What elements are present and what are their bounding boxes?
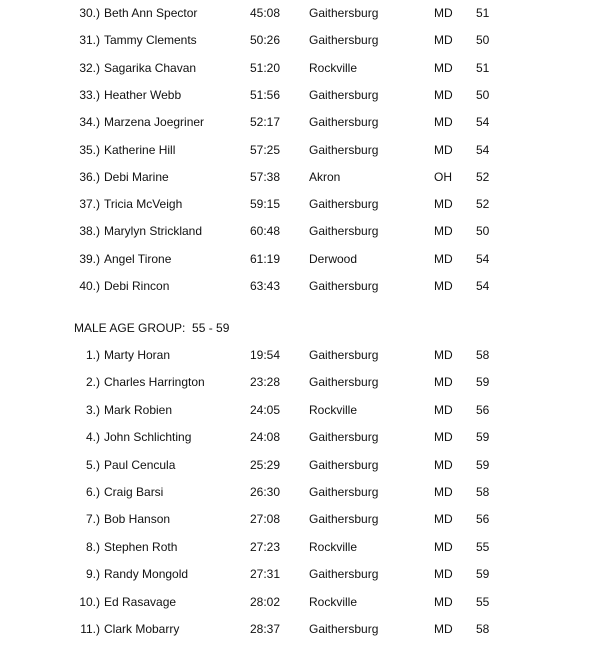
age-cell: 59	[476, 430, 490, 445]
city-cell: Gaithersburg	[309, 485, 379, 499]
place-cell: 37.)	[79, 197, 100, 212]
finish-time-cell: 50:26	[250, 33, 281, 48]
runner-name-cell: Marty Horan	[104, 348, 171, 362]
state-cell: MD	[434, 279, 453, 293]
result-row	[0, 539, 609, 555]
result-row	[0, 457, 609, 473]
runner-name-cell: Ed Rasavage	[104, 594, 177, 609]
finish-time-cell: 60:48	[250, 224, 281, 239]
state-cell: MD	[434, 375, 453, 390]
place-cell: 3.)	[85, 402, 100, 417]
place-cell: 6.)	[85, 485, 100, 499]
age-cell: 54	[476, 142, 490, 157]
runner-name-cell: Stephen Roth	[104, 539, 178, 554]
city-cell: Gaithersburg	[309, 567, 379, 582]
place-cell: 38.)	[79, 224, 100, 239]
state-cell: MD	[434, 33, 453, 48]
result-row	[0, 196, 609, 212]
result-row	[0, 32, 609, 48]
age-cell: 54	[476, 279, 490, 293]
state-cell: MD	[434, 224, 453, 239]
city-cell: Gaithersburg	[309, 33, 379, 48]
result-row	[0, 223, 609, 239]
result-row	[0, 566, 609, 582]
runner-name-cell: Tricia McVeigh	[104, 197, 183, 212]
place-cell: 5.)	[85, 457, 100, 472]
result-row	[0, 169, 609, 185]
place-cell: 10.)	[79, 594, 100, 609]
result-row	[0, 278, 609, 294]
place-cell: 30.)	[79, 6, 100, 20]
age-cell: 59	[476, 375, 490, 390]
city-cell: Gaithersburg	[309, 348, 379, 362]
finish-time-cell: 23:28	[250, 375, 281, 390]
runner-name-cell: Randy Mongold	[104, 567, 189, 582]
age-cell: 54	[476, 251, 490, 266]
runner-name-cell: Bob Hanson	[104, 512, 171, 527]
result-row	[0, 484, 609, 500]
state-cell: MD	[434, 251, 453, 266]
runner-name-cell: Tammy Clements	[104, 33, 197, 48]
city-cell: Gaithersburg	[309, 87, 379, 102]
place-cell: 32.)	[79, 60, 100, 75]
state-cell: MD	[434, 512, 453, 527]
place-cell: 8.)	[85, 539, 100, 554]
finish-time-cell: 57:25	[250, 142, 281, 157]
city-cell: Gaithersburg	[309, 457, 379, 472]
place-cell: 31.)	[79, 33, 100, 48]
age-cell: 51	[476, 6, 490, 20]
finish-time-cell: 27:31	[250, 567, 281, 582]
result-row	[0, 594, 609, 610]
runner-name-cell: Charles Harrington	[104, 375, 205, 390]
place-cell: 2.)	[85, 375, 100, 390]
state-cell: MD	[434, 622, 453, 636]
finish-time-cell: 27:08	[250, 512, 281, 527]
finish-time-cell: 63:43	[250, 279, 281, 293]
result-row	[0, 251, 609, 267]
city-cell: Gaithersburg	[309, 142, 379, 157]
city-cell: Rockville	[309, 402, 358, 417]
finish-time-cell: 59:15	[250, 197, 281, 212]
finish-time-cell: 28:02	[250, 594, 281, 609]
city-cell: Rockville	[309, 60, 358, 75]
city-cell: Gaithersburg	[309, 430, 379, 445]
city-cell: Akron	[309, 169, 341, 184]
place-cell: 33.)	[79, 87, 100, 102]
age-cell: 59	[476, 457, 490, 472]
state-cell: MD	[434, 594, 453, 609]
runner-name-cell: John Schlichting	[104, 430, 192, 445]
runner-name-cell: Marylyn Strickland	[104, 224, 203, 239]
age-cell: 52	[476, 197, 490, 212]
place-cell: 39.)	[79, 251, 100, 266]
runner-name-cell: Beth Ann Spector	[104, 6, 198, 20]
place-cell: 4.)	[85, 430, 100, 445]
state-cell: MD	[434, 539, 453, 554]
place-cell: 36.)	[79, 169, 100, 184]
finish-time-cell: 24:08	[250, 430, 281, 445]
finish-time-cell: 26:30	[250, 485, 281, 499]
finish-time-cell: 27:23	[250, 539, 281, 554]
male-age-group-header: MALE AGE GROUP: 55 - 59	[74, 321, 230, 335]
result-row	[0, 429, 609, 445]
finish-time-cell: 52:17	[250, 115, 281, 130]
state-cell: MD	[434, 348, 453, 362]
result-row	[0, 142, 609, 158]
finish-time-cell: 28:37	[250, 622, 281, 636]
result-row	[0, 114, 609, 130]
age-cell: 50	[476, 224, 490, 239]
age-cell: 58	[476, 622, 490, 636]
state-cell: MD	[434, 60, 453, 75]
runner-name-cell: Craig Barsi	[104, 485, 164, 499]
place-cell: 40.)	[79, 279, 100, 293]
result-row	[0, 5, 609, 21]
runner-name-cell: Katherine Hill	[104, 142, 176, 157]
result-row	[0, 621, 609, 637]
state-cell: MD	[434, 430, 453, 445]
place-cell: 34.)	[79, 115, 100, 130]
place-cell: 35.)	[79, 142, 100, 157]
age-cell: 54	[476, 115, 490, 130]
runner-name-cell: Clark Mobarry	[104, 622, 180, 636]
result-row	[0, 87, 609, 103]
age-cell: 50	[476, 33, 490, 48]
state-cell: MD	[434, 485, 453, 499]
age-cell: 55	[476, 594, 490, 609]
finish-time-cell: 24:05	[250, 402, 281, 417]
finish-time-cell: 51:20	[250, 60, 281, 75]
runner-name-cell: Marzena Joegriner	[104, 115, 205, 130]
city-cell: Gaithersburg	[309, 622, 379, 636]
age-cell: 58	[476, 485, 490, 499]
state-cell: MD	[434, 87, 453, 102]
age-cell: 52	[476, 169, 490, 184]
finish-time-cell: 51:56	[250, 87, 281, 102]
age-cell: 55	[476, 539, 490, 554]
state-cell: MD	[434, 6, 453, 20]
place-cell: 1.)	[85, 348, 100, 362]
city-cell: Gaithersburg	[309, 279, 379, 293]
place-cell: 9.)	[85, 567, 100, 582]
city-cell: Gaithersburg	[309, 6, 379, 20]
runner-name-cell: Angel Tirone	[104, 251, 172, 266]
city-cell: Derwood	[309, 251, 358, 266]
result-row	[0, 60, 609, 76]
finish-time-cell: 19:54	[250, 348, 281, 362]
runner-name-cell: Heather Webb	[104, 87, 182, 102]
state-cell: MD	[434, 197, 453, 212]
state-cell: OH	[434, 169, 452, 184]
place-cell: 7.)	[85, 512, 100, 527]
runner-name-cell: Sagarika Chavan	[104, 60, 197, 75]
city-cell: Gaithersburg	[309, 224, 379, 239]
place-cell: 11.)	[80, 622, 100, 636]
age-cell: 56	[476, 402, 490, 417]
finish-time-cell: 25:29	[250, 457, 281, 472]
city-cell: Gaithersburg	[309, 197, 379, 212]
age-cell: 50	[476, 87, 490, 102]
runner-name-cell: Paul Cencula	[104, 457, 176, 472]
runner-name-cell: Debi Marine	[104, 169, 169, 184]
finish-time-cell: 45:08	[250, 6, 281, 20]
city-cell: Gaithersburg	[309, 115, 379, 130]
runner-name-cell: Debi Rincon	[104, 279, 170, 293]
finish-time-cell: 57:38	[250, 169, 281, 184]
age-cell: 51	[476, 60, 490, 75]
result-row	[0, 374, 609, 390]
result-row	[0, 402, 609, 418]
state-cell: MD	[434, 457, 453, 472]
age-cell: 58	[476, 348, 490, 362]
finish-time-cell: 61:19	[250, 251, 281, 266]
age-cell: 59	[476, 567, 490, 582]
state-cell: MD	[434, 567, 453, 582]
city-cell: Gaithersburg	[309, 375, 379, 390]
state-cell: MD	[434, 115, 453, 130]
result-row	[0, 347, 609, 363]
runner-name-cell: Mark Robien	[104, 402, 173, 417]
state-cell: MD	[434, 402, 453, 417]
city-cell: Gaithersburg	[309, 512, 379, 527]
age-cell: 56	[476, 512, 490, 527]
city-cell: Rockville	[309, 539, 358, 554]
result-row	[0, 511, 609, 527]
state-cell: MD	[434, 142, 453, 157]
city-cell: Rockville	[309, 594, 358, 609]
